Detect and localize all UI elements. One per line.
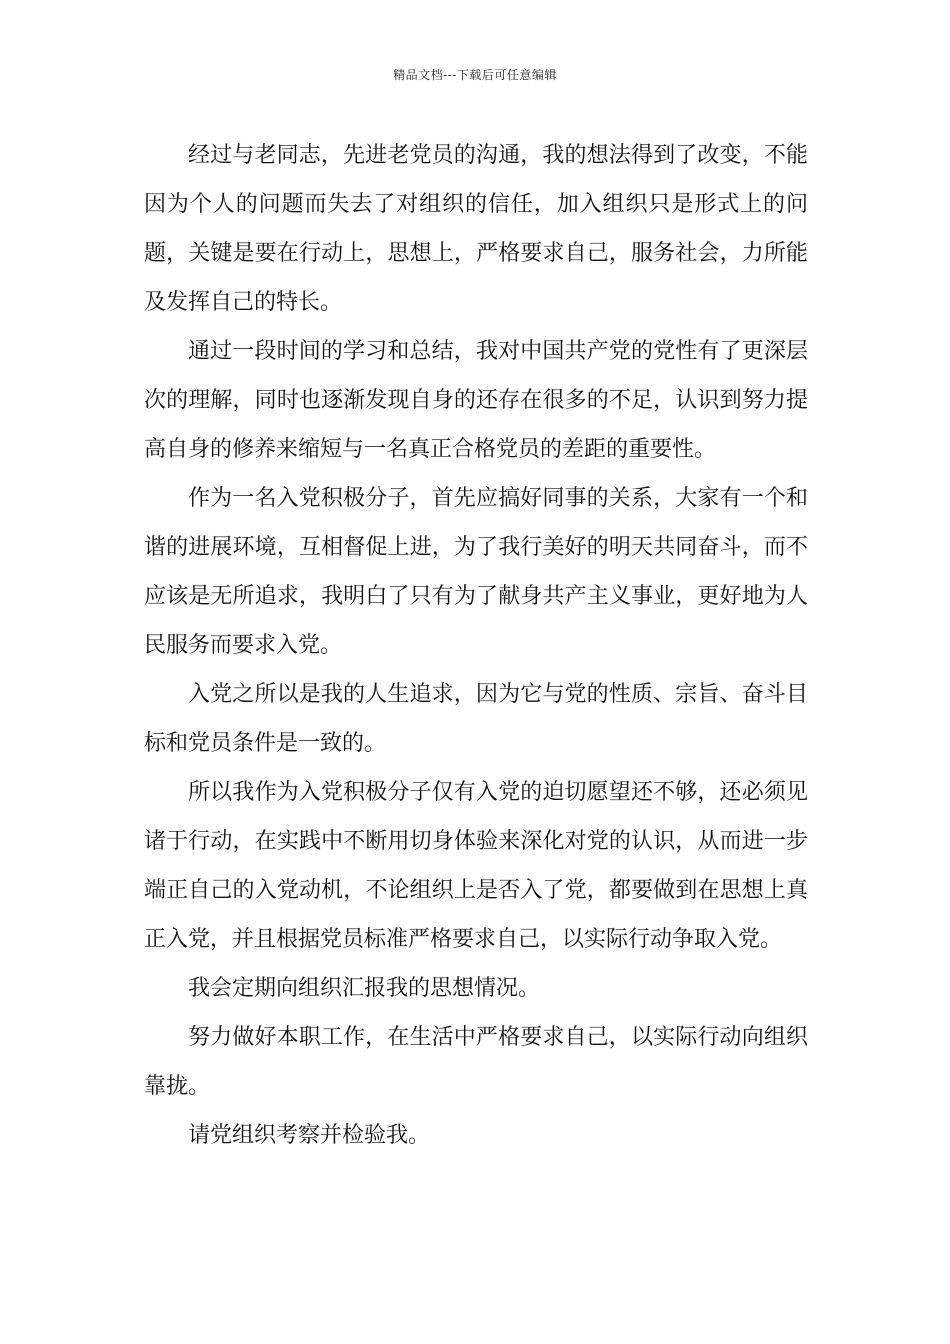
paragraph-4: 入党之所以是我的人生追求，因为它与党的性质、宗旨、奋斗目标和党员条件是一致的。	[144, 682, 808, 756]
paragraph-1: 经过与老同志，先进老党员的沟通，我的想法得到了改变，不能因为个人的问题而失去了对组织的信任，加入组织只是形式上的问题，关键是要在行动上，思想上，严格要求自己，服务社会，力所能及发挥自己的特长。	[144, 143, 808, 315]
paragraph-3: 作为一名入党积极分子，首先应搞好同事的关系，大家有一个和谐的进展环境，互相督促上进，为了我行美好的明天共同奋斗，而不应该是无所追求，我明白了只有为了献身共产主义事业，更好地为人民服务而要求入党。	[144, 486, 808, 658]
paragraph-6: 我会定期向组织汇报我的思想情况。	[188, 976, 541, 1001]
paragraph-8: 请党组织考察并检验我。	[188, 1123, 431, 1148]
document-body	[144, 131, 808, 1160]
paragraph-7: 努力做好本职工作，在生活中严格要求自己，以实际行动向组织靠拢。	[144, 1025, 808, 1099]
page-header: 精品文档---下载后可任意编辑	[393, 68, 557, 82]
paragraph-2: 通过一段时间的学习和总结，我对中国共产党的党性有了更深层次的理解，同时也逐渐发现自身的还存在很多的不足，认识到努力提高自身的修养来缩短与一名真正合格党员的差距的重要性。	[144, 339, 808, 462]
paragraph-5: 所以我作为入党积极分子仅有入党的迫切愿望还不够，还必须见诸于行动，在实践中不断用切身体验来深化对党的认识，从而进一步端正自己的入党动机，不论组织上是否入了党，都要做到在思想上真正入党，并且根据党员标准严格要求自己，以实际行动争取入党。	[144, 780, 808, 952]
